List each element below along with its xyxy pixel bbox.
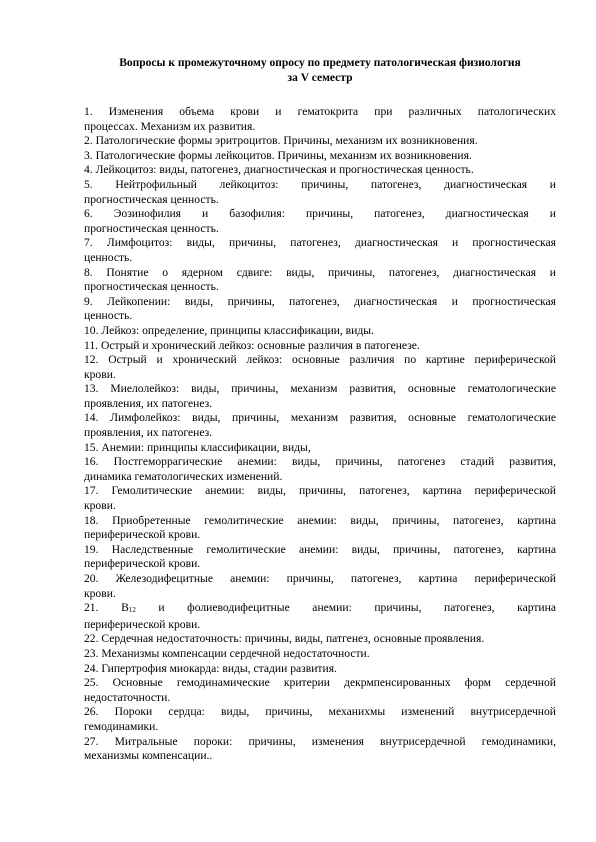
question-item [84, 705, 556, 734]
question-text-line: 10. Лейкоз: определение, принципы классификации, виды. [84, 323, 374, 337]
question-text-line: 15. Анемии: принципы классификации, виды, [84, 440, 311, 454]
question-item [84, 647, 556, 662]
question-text-line: 4. Лейкоцитоз: виды, патогенез, диагностическая и прогностическая ценность. [84, 163, 474, 177]
question-text-line: проявления, их патогенез. [84, 396, 213, 410]
question-text-line: ценность. [84, 250, 133, 264]
question-item [84, 353, 556, 382]
question-text-line: периферической крови. [84, 617, 201, 631]
question-text-line: 11. Острый и хронический лейкоз: основные различия в патогенезе. [84, 338, 420, 352]
question-text-line: 17. Гемолитические анемии: виды, причины, патогенез, картина периферической [84, 484, 556, 498]
question-text-line: проявления, их патогенез. [84, 426, 213, 440]
question-text-line: 13. Миелолейкоз: виды, причины, механизм развития, основные гематологические [84, 382, 556, 396]
question-text-line: 25. Основные гемодинамические критерии декрмпенсированных форм сердечной [84, 676, 556, 690]
question-item [84, 149, 556, 164]
question-text-line: 6. Эозинофилия и базофилия: причины, патогенез, диагностическая и [84, 207, 556, 221]
question-text-line: прогностическая ценность. [84, 221, 219, 235]
question-list [84, 105, 556, 764]
question-text-line: 14. Лимфолейкоз: виды, причины, механизм развития, основные гематологические [84, 411, 556, 425]
question-text-line: прогностическая ценность. [84, 280, 219, 294]
question-text-line: 1. Изменения объема крови и гематокрита при различных патологических [84, 105, 556, 118]
question-item [84, 484, 556, 513]
question-item [84, 266, 556, 295]
question-text-line: прогностическая ценность. [84, 192, 219, 206]
question-item [84, 339, 556, 354]
question-text-line: 23. Механизмы компенсации сердечной недостаточности. [84, 646, 370, 660]
question-item [84, 382, 556, 411]
question-text-line: 27. Митральные пороки: причины, изменения внутрисердечной гемодинамики, [84, 734, 556, 748]
question-item [84, 514, 556, 543]
question-item [84, 441, 556, 456]
question-text-line: периферической крови. [84, 557, 201, 571]
question-text-line: 12. Острый и хронический лейкоз: основные различия по картине периферической [84, 353, 556, 367]
question-item [84, 601, 556, 632]
question-text-line: 26. Пороки сердца: виды, причины, механихмы изменений внутрисердечной [84, 705, 556, 719]
question-text-line: 19. Наследственные гемолитические анемии: виды, причины, патогенез, картина [84, 542, 556, 556]
question-text-line: 8. Понятие о ядерном сдвиге: виды, причины, патогенез, диагностическая и [84, 265, 556, 279]
question-text-line: динамика гематологических изменений. [84, 469, 283, 483]
question-text-line: процессах. Механизм их развития. [84, 119, 256, 133]
question-item [84, 572, 556, 601]
question-text-line: 20. Железодифецитные анемии: причины, патогенез, картина периферической [84, 572, 556, 585]
question-text-line: механизмы компенсации.. [84, 749, 213, 763]
question-text-line: 9. Лейкопении: виды, причины, патогенез, диагностическая и прогностическая [84, 294, 556, 308]
question-item [84, 735, 556, 764]
question-text-line: крови. [84, 367, 116, 381]
question-item [84, 134, 556, 149]
question-item [84, 632, 556, 647]
question-text-line: 21. В12 и фолиеводифецитные анемии: причины, патогенез, картина [84, 601, 556, 615]
document-title-line-1: Вопросы к промежуточному опросу по предмету патологическая физиология [119, 57, 521, 69]
question-text-line: 5. Нейтрофильный лейкоцитоз: причины, патогенез, диагностическая и [84, 177, 556, 191]
document-title-line-2: за V семестр [287, 72, 353, 84]
question-item [84, 324, 556, 339]
document-page [84, 56, 556, 764]
question-text-line: недостаточности. [84, 690, 171, 704]
question-text-line: крови. [84, 586, 116, 600]
question-item [84, 411, 556, 440]
question-text-line: периферической крови. [84, 528, 201, 542]
question-item [84, 676, 556, 705]
question-text-line: 22. Сердечная недостаточность: причины, виды, патгенез, основные проявления. [84, 632, 485, 646]
question-text-line: 18. Приобретенные гемолитические анемии: виды, причины, патогенез, картина [84, 513, 556, 527]
question-text-line: крови. [84, 499, 116, 513]
question-text-line: 7. Лимфоцитоз: виды, причины, патогенез, диагностическая и прогностическая [84, 236, 556, 250]
question-text-line: 3. Патологические формы лейкоцитов. Причины, механизм их возникновения. [84, 148, 472, 162]
question-item [84, 455, 556, 484]
question-text-line: ценность. [84, 309, 133, 323]
question-text-line: 2. Патологические формы эритроцитов. Причины, механизм их возникновения. [84, 134, 478, 148]
question-text-line: 16. Постгеморрагические анемии: виды, причины, патогенез стадий развития, [84, 455, 556, 469]
question-item [84, 105, 556, 134]
question-text-line: 24. Гипертрофия миокарда: виды, стадии развития. [84, 661, 337, 675]
question-item [84, 163, 556, 178]
question-item [84, 178, 556, 207]
question-item [84, 543, 556, 572]
question-item [84, 662, 556, 677]
question-item [84, 236, 556, 265]
question-item [84, 207, 556, 236]
question-item [84, 295, 556, 324]
question-text-line: гемодинамики. [84, 719, 159, 733]
